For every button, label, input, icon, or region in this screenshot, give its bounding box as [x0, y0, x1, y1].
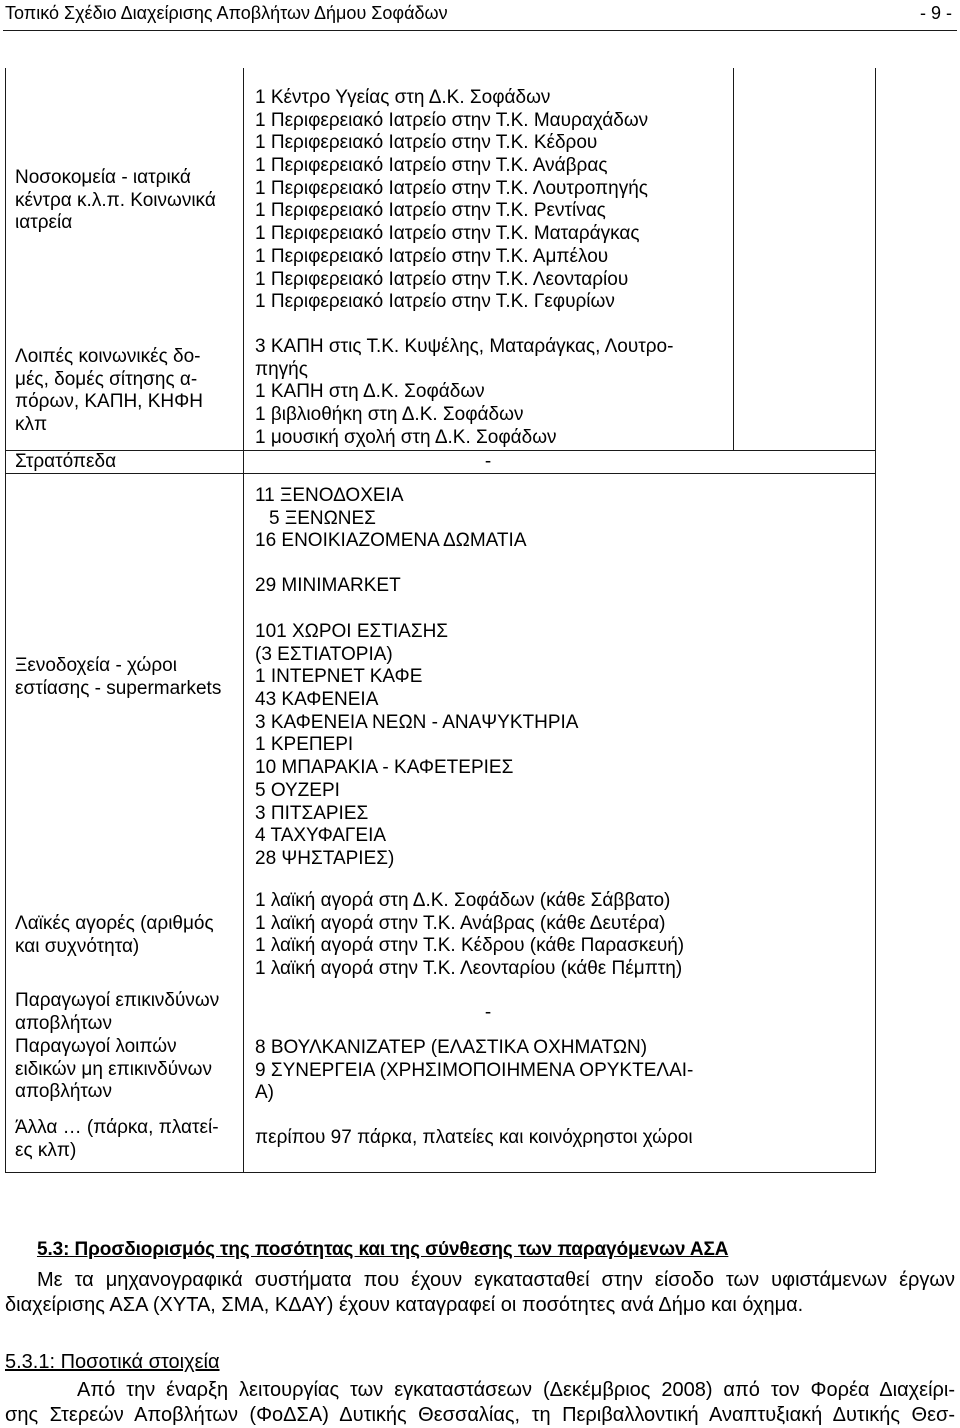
- category-line: Νοσοκομεία - ιατρικά: [15, 167, 191, 188]
- detail-line: 9 ΣΥΝΕΡΓΕΙΑ (ΧΡΗΣΙΜΟΠΟΙΗΜΕΝΑ ΟΡΥΚΤΕΛΑΙ-: [255, 1059, 694, 1081]
- detail-line: 1 λαϊκή αγορά στην Τ.Κ. Κέδρου (κάθε Παρασκευή): [255, 935, 685, 957]
- detail-line: 16 ΕΝΟΙΚΙΑΖΟΜΕΝΑ ΔΩΜΑΤΙΑ: [255, 530, 527, 552]
- detail-line: 1 Περιφερειακό Ιατρείο στην Τ.Κ. Λουτροπηγής: [255, 177, 648, 199]
- page-header-title: Τοπικό Σχέδιο Διαχείρισης Αποβλήτων Δήμου Σοφάδων: [5, 3, 448, 23]
- category-line: κέντρα κ.λ.π. Κοινωνικά: [15, 189, 216, 211]
- category-line: μές, δομές σίτησης α-: [15, 368, 198, 390]
- details-special: [255, 1037, 693, 1105]
- category-line: Άλλα … (πάρκα, πλατεί-: [15, 1117, 219, 1138]
- category-line: ειδικών μη επικινδύνων: [15, 1058, 212, 1080]
- details-hazardous: -: [484, 1002, 492, 1023]
- details-social: [255, 336, 673, 449]
- detail-line: 1 Περιφερειακό Ιατρείο στην Τ.Κ. Μαυραχάδων: [255, 109, 649, 131]
- detail-line: 8 ΒΟΥΛΚΑΝΙΖΑΤΕΡ (ΕΛΑΣΤΙΚΑ ΟΧΗΜΑΤΩΝ): [255, 1037, 648, 1058]
- detail-line: 1 ΚΑΠΗ στη Δ.Κ. Σοφάδων: [255, 381, 485, 403]
- category-line: πόρων, ΚΑΠΗ, ΚΗΦΗ: [15, 391, 203, 413]
- table-border-bottom: [5, 1172, 876, 1173]
- details-health: [255, 87, 648, 314]
- category-line: Παραγωγοί λοιπών: [15, 1036, 177, 1057]
- detail-line: 1 λαϊκή αγορά στην Τ.Κ. Λεονταρίου (κάθε Πέμπτη): [255, 958, 683, 980]
- details-accommodation: [255, 485, 527, 553]
- table-border-right: [875, 68, 876, 1173]
- detail-line: 1 Περιφερειακό Ιατρείο στην Τ.Κ. Αμπέλου: [255, 245, 609, 267]
- detail-line: 101 ΧΩΡΟΙ ΕΣΤΙΑΣΗΣ: [255, 621, 449, 642]
- detail-line: 1 ΚΡΕΠΕΡΙ: [255, 734, 354, 756]
- detail-line: 1 ΙΝΤΕΡΝΕΤ ΚΑΦΕ: [255, 666, 423, 688]
- category-camps: [15, 451, 116, 474]
- detail-line: 5 ΞΕΝΩΝΕΣ: [269, 507, 376, 529]
- detail-line: 1 Περιφερειακό Ιατρείο στην Τ.Κ. Λεονταρίου: [255, 268, 629, 290]
- category-line: και συχνότητα): [15, 935, 140, 957]
- details-markets: [255, 890, 684, 981]
- detail-line: 4 ΤΑΧΥΦΑΓΕΙΑ: [255, 825, 387, 847]
- category-line: εστίασης - supermarkets: [15, 677, 222, 699]
- details-other: [255, 1127, 693, 1150]
- detail-line: (3 ΕΣΤΙΑΤΟΡΙΑ): [255, 643, 393, 665]
- detail-line: 1 βιβλιοθήκη στη Δ.Κ. Σοφάδων: [255, 404, 524, 426]
- details-camps: -: [484, 451, 492, 472]
- details-food-service: [255, 621, 578, 871]
- category-markets: [15, 913, 214, 958]
- detail-line: 10 ΜΠΑΡΑΚΙΑ - ΚΑΦΕΤΕΡΙΕΣ: [255, 757, 514, 779]
- category-line: Λοιπές κοινωνικές δο-: [15, 346, 201, 367]
- detail-line: 1 Περιφερειακό Ιατρείο στην Τ.Κ. Ανάβρας: [255, 155, 608, 177]
- table-inner-divider: [733, 68, 734, 450]
- detail-line: 5 ΟΥΖΕΡΙ: [255, 779, 340, 801]
- category-social: [15, 346, 203, 437]
- category-health: [15, 167, 216, 235]
- detail-line: 1 Περιφερειακό Ιατρείο στην Τ.Κ. Ρεντίνας: [255, 200, 606, 222]
- detail-line: 1 μουσική σχολή στη Δ.Κ. Σοφάδων: [255, 426, 557, 448]
- category-line: Ξενοδοχεία - χώροι: [15, 655, 177, 676]
- category-hazardous: [15, 990, 219, 1035]
- category-other: [15, 1117, 219, 1162]
- paragraph-line: Από την έναρξη λειτουργίας των εγκαταστάσεων (Δεκέμβριος 2008) από τον Φορέα Διαχείρι-: [77, 1379, 955, 1401]
- detail-line: περίπου 97 πάρκα, πλατείες και κοινόχρηστοι χώροι: [255, 1127, 693, 1148]
- category-line: Στρατόπεδα: [15, 451, 117, 472]
- table-border-left: [5, 68, 6, 1173]
- category-special: [15, 1036, 212, 1104]
- subsection-heading: 5.3.1: Ποσοτικά στοιχεία: [5, 1351, 220, 1373]
- detail-line: 29 MINIMARKET: [255, 575, 401, 596]
- detail-line: 1 λαϊκή αγορά στη Δ.Κ. Σοφάδων (κάθε Σάββατο): [255, 890, 671, 911]
- header-rule: [3, 30, 957, 31]
- detail-line: 3 ΚΑΦΕΝΕΙΑ ΝΕΩΝ - ΑΝΑΨΥΚΤΗΡΙΑ: [255, 711, 579, 733]
- detail-line: 3 ΠΙΤΣΑΡΙΕΣ: [255, 802, 369, 824]
- category-hospitality: [15, 655, 221, 700]
- section-title: Προσδιορισμός της ποσότητας και της σύνθεσης των παραγόμενων ΑΣΑ: [74, 1239, 729, 1260]
- category-line: αποβλήτων: [15, 1012, 112, 1034]
- category-line: Παραγωγοί επικινδύνων: [15, 990, 220, 1011]
- detail-line: 1 Περιφερειακό Ιατρείο στην Τ.Κ. Ματαράγκας: [255, 223, 640, 245]
- paragraph-line: διαχείρισης ΑΣΑ (ΧΥΤΑ, ΣΜΑ, ΚΔΑΥ) έχουν καταγραφεί οι ποσότητες ανά Δήμο και όχημα.: [5, 1294, 804, 1316]
- category-line: ιατρεία: [15, 212, 73, 234]
- detail-line: 11 ΞΕΝΟΔΟΧΕΙΑ: [255, 485, 404, 506]
- category-line: Λαϊκές αγορές (αριθμός: [15, 913, 214, 934]
- paragraph-line: Με τα μηχανογραφικά συστήματα που έχουν εγκατασταθεί στην είσοδο των υφιστάμενων έργων: [37, 1269, 955, 1291]
- category-line: ες κλπ): [15, 1139, 77, 1161]
- detail-line: 1 Περιφερειακό Ιατρείο στην Τ.Κ. Γεφυρίων: [255, 291, 615, 313]
- detail-line: Α): [255, 1082, 274, 1104]
- category-line: αποβλήτων: [15, 1081, 112, 1103]
- detail-line: 43 ΚΑΦΕΝΕΙΑ: [255, 689, 379, 711]
- detail-line: 1 λαϊκή αγορά στην Τ.Κ. Ανάβρας (κάθε Δευτέρα): [255, 912, 666, 934]
- category-line: κλπ: [15, 414, 48, 436]
- detail-line: πηγής: [255, 358, 308, 380]
- detail-line: 28 ΨΗΣΤΑΡΙΕΣ): [255, 847, 395, 869]
- section-number: 5.3:: [37, 1239, 70, 1260]
- detail-line: 3 ΚΑΠΗ στις Τ.Κ. Κυψέλης, Ματαράγκας, Λουτρο-: [255, 336, 674, 357]
- detail-line: 1 Περιφερειακό Ιατρείο στην Τ.Κ. Κέδρου: [255, 132, 598, 154]
- paragraph-line: σης Στερεών Αποβλήτων (ΦοΔΣΑ) Δυτικής Θεσσαλίας, τη Περιβαλλοντική Αναπτυξιακή Δυτικής Θεσ-: [5, 1404, 955, 1426]
- section-heading: [37, 1238, 728, 1262]
- details-minimarkets: [255, 575, 401, 598]
- page-number: - 9 -: [919, 3, 952, 23]
- detail-line: 1 Κέντρο Υγείας στη Δ.Κ. Σοφάδων: [255, 87, 551, 108]
